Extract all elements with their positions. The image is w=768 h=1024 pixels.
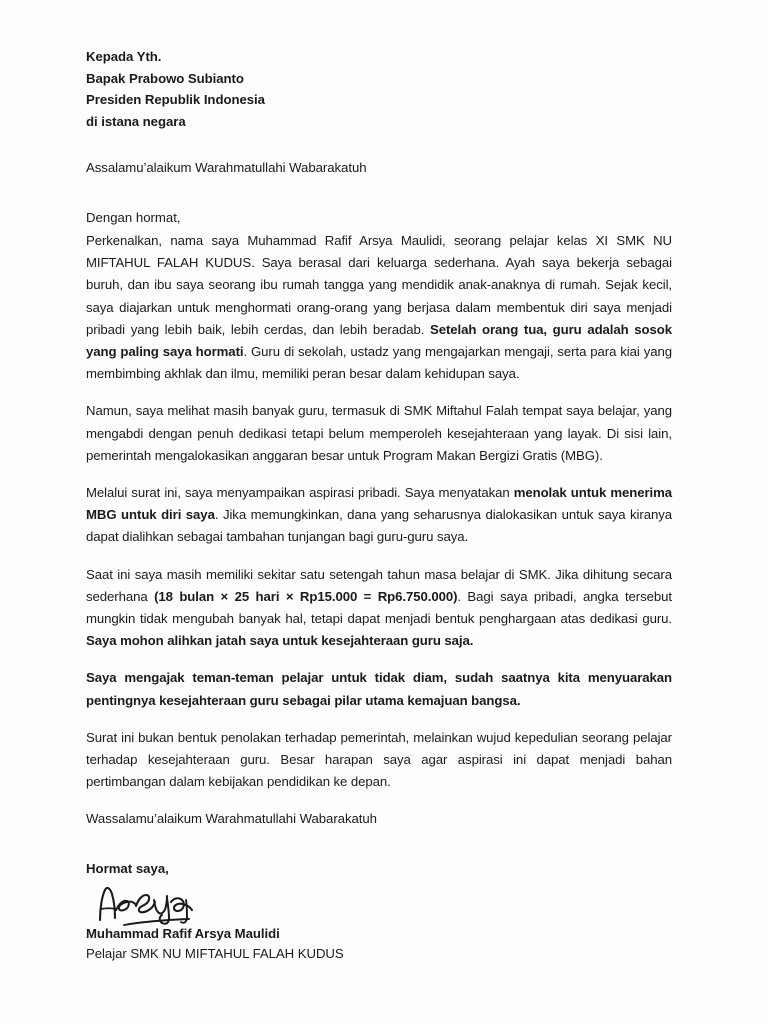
addressee-line-3: Presiden Republik Indonesia: [86, 92, 265, 107]
calculation-formula: (18 bulan × 25 hari × Rp15.000 = Rp6.750.000): [154, 588, 458, 604]
addressee-line-2: Bapak Prabowo Subianto: [86, 70, 244, 86]
regards-line: Hormat saya,: [86, 861, 169, 877]
opening-salam: Assalamu’alaikum Warahmatullahi Wabarakatuh: [86, 160, 367, 175]
signer-name: Muhammad Rafif Arsya Maulidi: [86, 926, 280, 942]
addressee-block: [86, 46, 672, 132]
closing-salam: Wassalamu’alaikum Warahmatullahi Wabarakatuh: [86, 811, 377, 827]
opening-line: Dengan hormat,: [86, 210, 181, 225]
paragraph-calculation: [86, 564, 672, 653]
paragraph-introduction-emphasis: Setelah orang tua, guru adalah sosok yang paling saya hormati: [86, 321, 672, 360]
paragraph-introduction-part-1: Perkenalkan, nama saya Muhammad Rafif Arsya Maulidi, seorang pelajar kelas XI SMK NU MIFTAHUL FALAH KUDUS. Saya berasal dari keluarga sederhana. Ayah saya bekerja sebagai buruh, dan ibu saya seorang ibu rumah tangga yang mendidik anak-anaknya di rumah. Sejak kecil, saya diajarkan untuk menghormati orang-orang yang berjasa dalam membentuk diri saya menjadi pribadi yang lebih baik, lebih cerdas, dan lebih beradab.: [86, 233, 672, 337]
paragraph-call-to-action: Saya mengajak teman-teman pelajar untuk tidak diam, sudah saatnya kita menyuarakan pentingnya kesejahteraan guru sebagai pilar utama kemajuan bangsa.: [86, 670, 672, 708]
addressee-line-1: Kepada Yth.: [86, 49, 162, 64]
paragraph-teacher-welfare: Namun, saya melihat masih banyak guru, termasuk di SMK Miftahul Falah tempat saya belajar, yang mengabdi dengan penuh dedikasi tetapi belum memperoleh kesejahteraan yang layak. Di sisi lain, pemerintah mengalokasikan anggaran besar untuk Program Makan Bergizi Gratis (MBG).: [86, 403, 672, 463]
paragraph-calculation-emphasis: Saya mohon alihkan jatah saya untuk kesejahteraan guru saja.: [86, 633, 474, 649]
paragraph-calculation-part-1: Saat ini saya masih memiliki sekitar satu setengah tahun masa belajar di SMK. Jika dihitung secara sederhana: [86, 566, 672, 604]
paragraph-mbg-refusal-part-1: Melalui surat ini, saya menyampaikan aspirasi pribadi. Saya menyatakan: [86, 485, 514, 501]
paragraph-mbg-refusal: [86, 482, 672, 549]
addressee-line-4: di istana negara: [86, 113, 186, 129]
paragraph-mbg-refusal-part-2: . Jika memungkinkan, dana yang seharusnya dialokasikan untuk saya kiranya dapat dialihkan sebagai tambahan tunjangan bagi guru-guru saya.: [86, 507, 672, 545]
paragraph-mbg-refusal-emphasis: menolak untuk menerima MBG untuk diri saya: [86, 485, 672, 523]
signer-role: Pelajar SMK NU MIFTAHUL FALAH KUDUS: [86, 946, 344, 962]
paragraph-conclusion: Surat ini bukan bentuk penolakan terhadap pemerintah, melainkan wujud kepedulian seorang pelajar terhadap kesejahteraan guru. Besar harapan saya agar aspirasi ini dapat menjadi bahan pertimbangan dalam kebijakan pendidikan ke depan.: [86, 729, 672, 790]
paragraph-introduction-part-2: . Guru di sekolah, ustadz yang mengajarkan mengaji, serta para kiai yang membimbing akhlak dan ilmu, memiliki peran besar dalam kehidupan saya.: [86, 344, 672, 382]
handwritten-signature-icon: [86, 880, 246, 926]
paragraph-calculation-part-2: . Bagi saya pribadi, angka tersebut mungkin tidak mengubah banyak hal, tetapi dapat menjadi bentuk penghargaan atas dedikasi guru.: [86, 588, 672, 627]
signature-area: [86, 880, 246, 924]
paragraph-introduction: [86, 230, 672, 385]
